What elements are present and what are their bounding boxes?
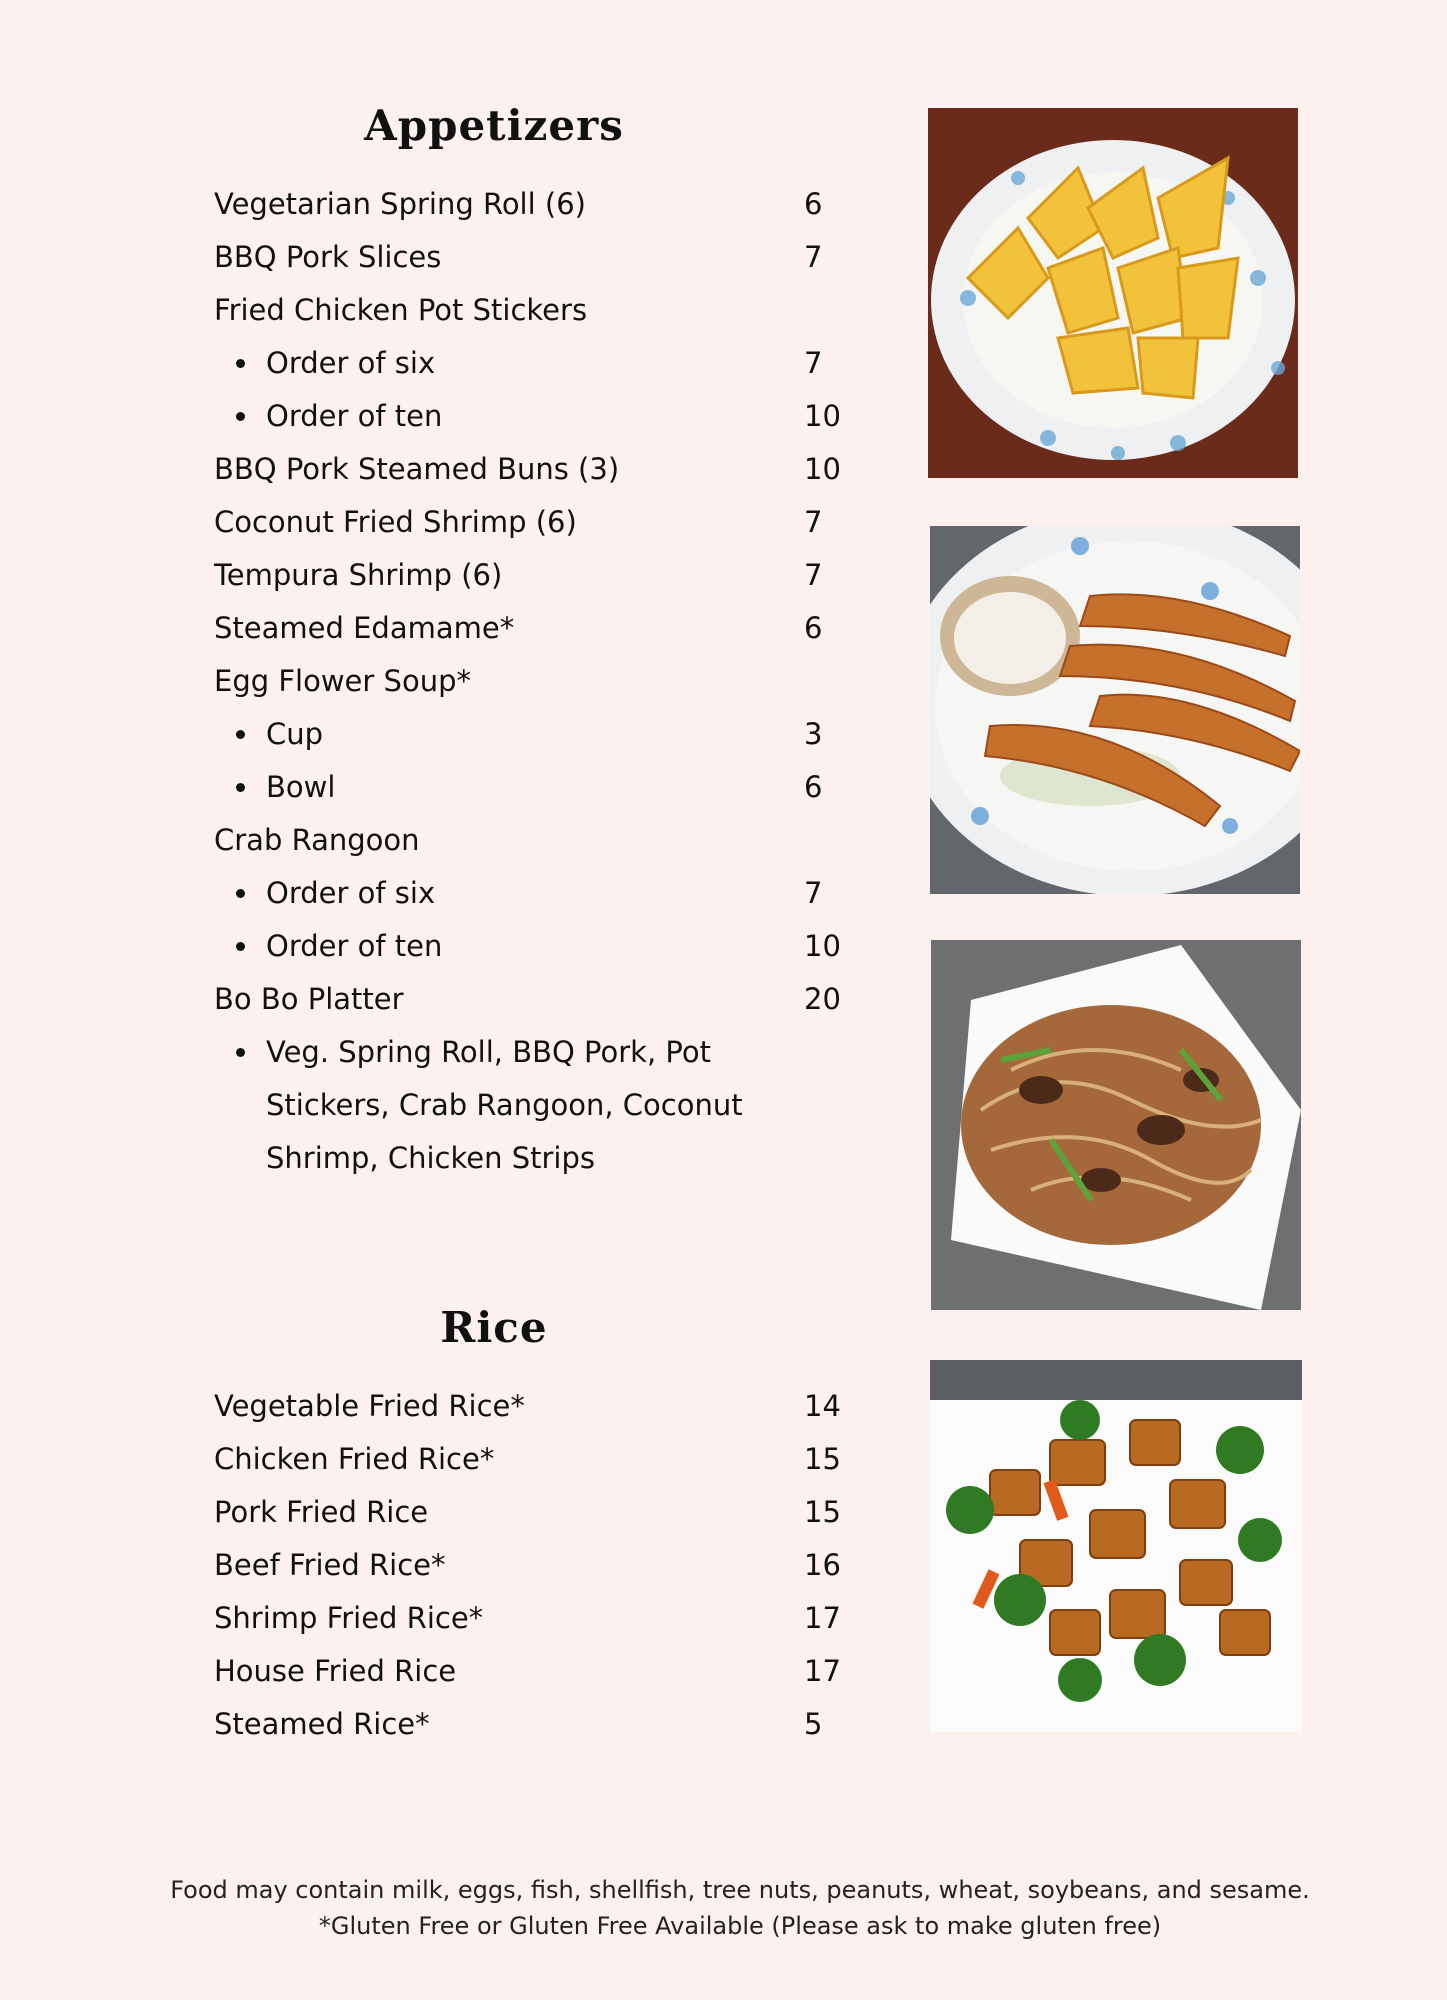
menu-item	[214, 178, 854, 231]
item-price: 10	[804, 399, 841, 433]
menu-subitem	[214, 708, 854, 761]
menu-item	[214, 1486, 854, 1539]
item-name: Veg. Spring Roll, BBQ Pork, Pot Stickers, Crab Rangoon, Coconut Shrimp, Chicken Strips	[266, 1035, 743, 1175]
rice-section	[214, 1292, 854, 1751]
menu-item	[214, 1433, 854, 1486]
crab-rangoon-photo	[928, 108, 1298, 478]
item-price: 20	[804, 982, 841, 1016]
item-price: 17	[804, 1654, 841, 1688]
item-name: Shrimp Fried Rice*	[214, 1601, 484, 1635]
item-price: 6	[804, 770, 823, 804]
menu-subitem	[214, 1026, 854, 1185]
menu-item	[214, 655, 854, 708]
appetizers-list	[214, 178, 854, 1185]
menu-item	[214, 1380, 854, 1433]
item-name: Beef Fried Rice*	[214, 1548, 446, 1582]
item-name: Tempura Shrimp (6)	[214, 558, 503, 592]
bullet-icon	[236, 412, 245, 421]
item-price: 7	[804, 346, 823, 380]
bullet-icon	[236, 783, 245, 792]
item-name: Order of ten	[266, 929, 443, 963]
tofu-broccoli-photo	[930, 1360, 1302, 1732]
menu-subitem	[214, 761, 854, 814]
allergen-note: Food may contain milk, eggs, fish, shellfish, tree nuts, peanuts, wheat, soybeans, and sesame.	[170, 1876, 1310, 1904]
menu-item	[214, 284, 854, 337]
item-price: 10	[804, 929, 841, 963]
menu-subitem	[214, 337, 854, 390]
item-price: 15	[804, 1442, 841, 1476]
menu-item	[214, 443, 854, 496]
menu-item	[214, 549, 854, 602]
item-name: Steamed Rice*	[214, 1707, 430, 1741]
item-price: 6	[804, 611, 823, 645]
item-name: Steamed Edamame*	[214, 611, 515, 645]
coconut-shrimp-photo	[930, 526, 1300, 894]
menu-item	[214, 973, 854, 1026]
item-price: 10	[804, 452, 841, 486]
menu-item	[214, 1698, 854, 1751]
item-price: 7	[804, 558, 823, 592]
menu-item	[214, 496, 854, 549]
gluten-free-note: *Gluten Free or Gluten Free Available (Please ask to make gluten free)	[318, 1912, 1162, 1940]
bullet-icon	[236, 942, 245, 951]
item-name: Cup	[266, 717, 324, 751]
item-name: Fried Chicken Pot Stickers	[214, 293, 588, 327]
item-name: Vegetable Fried Rice*	[214, 1389, 525, 1423]
menu-item	[214, 814, 854, 867]
bullet-icon	[236, 359, 245, 368]
bullet-icon	[236, 889, 245, 898]
appetizers-section	[214, 90, 854, 1185]
item-name: Vegetarian Spring Roll (6)	[214, 187, 586, 221]
item-name: Egg Flower Soup*	[214, 664, 471, 698]
rice-list	[214, 1380, 854, 1751]
item-name: Bo Bo Platter	[214, 982, 404, 1016]
menu-subitem	[214, 390, 854, 443]
item-name: House Fried Rice	[214, 1654, 457, 1688]
item-name: BBQ Pork Slices	[214, 240, 442, 274]
menu-item	[214, 1592, 854, 1645]
item-name: Order of six	[266, 346, 436, 380]
chow-fun-photo	[931, 940, 1301, 1310]
item-name: BBQ Pork Steamed Buns (3)	[214, 452, 620, 486]
item-name: Order of ten	[266, 399, 443, 433]
item-price: 5	[804, 1707, 823, 1741]
item-name: Chicken Fried Rice*	[214, 1442, 495, 1476]
item-name: Crab Rangoon	[214, 823, 420, 857]
menu-subitem	[214, 920, 854, 973]
menu-item	[214, 231, 854, 284]
item-price: 15	[804, 1495, 841, 1529]
menu-item	[214, 1645, 854, 1698]
bullet-icon	[236, 1048, 245, 1057]
item-price: 14	[804, 1389, 841, 1423]
rice-title: Rice	[440, 1303, 548, 1352]
bullet-icon	[236, 730, 245, 739]
item-name: Order of six	[266, 876, 436, 910]
item-price: 7	[804, 240, 823, 274]
item-price: 16	[804, 1548, 841, 1582]
item-name: Coconut Fried Shrimp (6)	[214, 505, 577, 539]
item-price: 6	[804, 187, 823, 221]
item-price: 17	[804, 1601, 841, 1635]
menu-item	[214, 1539, 854, 1592]
menu-subitem	[214, 867, 854, 920]
item-price: 7	[804, 876, 823, 910]
menu-item	[214, 602, 854, 655]
item-price: 3	[804, 717, 823, 751]
item-name: Bowl	[266, 770, 336, 804]
item-name: Pork Fried Rice	[214, 1495, 429, 1529]
footer	[0, 1872, 1447, 1944]
item-price: 7	[804, 505, 823, 539]
appetizers-title: Appetizers	[364, 101, 624, 150]
